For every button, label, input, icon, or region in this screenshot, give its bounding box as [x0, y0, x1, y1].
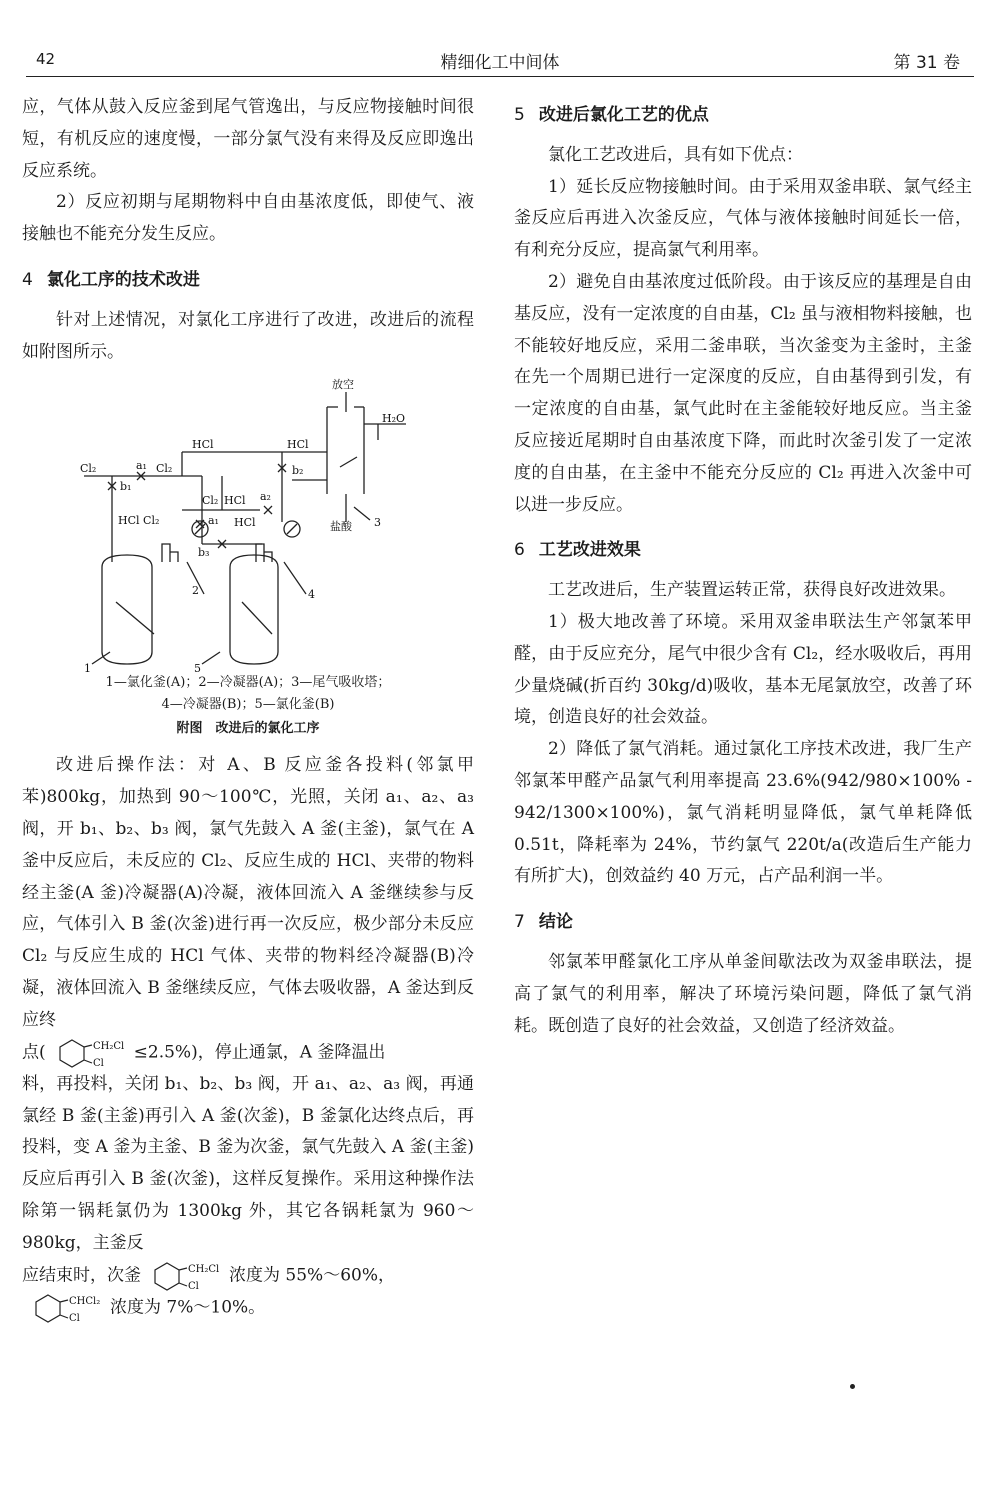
- label-valve-a1: a₁: [208, 514, 219, 528]
- svg-text:Cl: Cl: [92, 1057, 104, 1069]
- benzal-chloride-structure: [26, 1292, 106, 1324]
- reactor-b: [202, 555, 278, 664]
- process-diagram: [22, 372, 474, 672]
- label-cl2: Cl₂: [156, 462, 173, 476]
- label-hydrochloric-acid: 盐酸: [330, 520, 352, 534]
- header-rule: [26, 76, 974, 77]
- page-number: 42: [36, 50, 56, 68]
- label-h2o: H₂O: [382, 412, 406, 426]
- label-cl2: Cl₂: [202, 494, 219, 508]
- paragraph: 工艺改进后，生产装置运转正常，获得良好改进效果。: [548, 580, 956, 601]
- label-number-3: 3: [374, 516, 381, 530]
- label-valve-a1: a₁: [136, 459, 147, 473]
- label-hcl: HCl: [224, 494, 246, 508]
- section-heading-5: 5 改进后氯化工艺的优点: [514, 105, 709, 125]
- label-cl2-inlet: Cl₂: [80, 462, 97, 476]
- svg-text:CHCl₂: CHCl₂: [69, 1295, 101, 1307]
- paragraph: 料，再投料，关闭 b₁、b₂、b₃ 阀，开 a₁、a₂、a₃ 阀，再通氯经 B 釜(主釜)再引入 A 釜(次釜)，B 釜氯化达终点后，再投料，变 A 釜为主釜、B 釜为次釜，氯气先鼓入 A 釜(主釜)反应后再引入 B 釜(次釜)，这样反复操作。采用这种操作法除第一锅耗氯仍为 1300kg 外，其它各锅耗氯为 960～980kg，主釜反: [22, 1073, 474, 1253]
- section-heading-6: 6 工艺改进效果: [514, 540, 641, 561]
- paragraph: 氯化工艺改进后，具有如下优点：: [548, 144, 803, 165]
- paragraph-with-structure: 点( CH₂Cl Cl ≤2.5%)，停止通氯，A 釜降温出: [22, 1037, 474, 1069]
- label-number-5: 5: [194, 662, 201, 673]
- svg-text:CH₂Cl: CH₂Cl: [188, 1263, 220, 1275]
- paragraph: 1）延长反应物接触时间。由于采用双釜串联、氯气经主釜反应后再进入次釜反应，气体与液体接触时间延长一倍，有利充分反应，提高氯气利用率。: [514, 176, 972, 261]
- paragraph-with-structure: CHCl₂ Cl 浓度为 7%～10%。: [22, 1292, 474, 1324]
- svg-text:Cl: Cl: [69, 1312, 80, 1324]
- paragraph: 邻氯苯甲醛氯化工序从单釜间歇法改为双釜串联法，提高了氯气的利用率，解决了环境污染问题，降低了氯气消耗。既创造了良好的社会效益，又创造了经济效益。: [514, 951, 972, 1036]
- label-number-1: 1: [84, 662, 91, 673]
- paragraph: 针对上述情况，对氯化工序进行了改进，改进后的流程如附图所示。: [22, 309, 474, 362]
- label-hcl: HCl: [234, 516, 256, 530]
- paragraph-with-structure: 应结束时，次釜 CH₂Cl Cl 浓度为 55%～60%，: [22, 1260, 474, 1292]
- reactor-a: [92, 555, 154, 664]
- label-valve-a2: a₂: [260, 490, 271, 504]
- label-valve-b1: b₁: [120, 480, 132, 494]
- page-header: [0, 0, 1000, 78]
- condenser-b: [256, 521, 306, 594]
- right-column: [514, 92, 972, 1042]
- label-valve-b2: b₂: [292, 464, 304, 478]
- benzyl-chloride-structure: [145, 1260, 225, 1292]
- figure-legend: 1—氯化釜(A)；2—冷凝器(A)；3—尾气吸收塔；: [105, 675, 391, 691]
- process-flow-figure: [22, 372, 474, 750]
- label-hcl: HCl: [287, 438, 309, 452]
- label-vent: 放空: [332, 378, 354, 392]
- svg-text:Cl: Cl: [188, 1280, 199, 1292]
- paragraph: 改进后操作法：对 A、B 反应釜各投料(邻氯甲苯)800kg，加热到 90～100℃，光照，关闭 a₁、a₂、a₃ 阀，开 b₁、b₂、b₃ 阀，氯气先鼓入 A 釜(主釜)，氯气在 A 釜中反应后，未反应的 Cl₂、反应生成的 HCl、夹带的物料经主釜(A 釜)冷凝器(A)冷凝，液体回流入 A 釜继续参与反应，气体引入 B 釜(次釜)进行再一次反应，极少部分未反应 Cl₂ 与反应生成的 HCl 气体、夹带的物料经冷凝器(B)冷凝，液体回流入 B 釜继续反应，气体去吸收器，A 釜达到反应终: [22, 755, 474, 1030]
- print-dot: [850, 1384, 855, 1389]
- paragraph: 应，气体从鼓入反应釜到尾气管逸出，与反应物接触时间很短，有机反应的速度慢，一部分氯气没有来得及反应即逸出反应系统。: [22, 97, 474, 181]
- paragraph: 2）反应初期与尾期物料中自由基浓度低，即使气、液接触也不能充分发生反应。: [22, 192, 474, 245]
- label-hcl-cl2: HCl Cl₂: [118, 514, 160, 528]
- label-number-2: 2: [192, 584, 199, 598]
- label-hcl: HCl: [192, 438, 214, 452]
- paragraph: 2）降低了氯气消耗。通过氯化工序技术改进，我厂生产邻氯苯甲醛产品氯气利用率提高 23.6%(942/980×100% - 942/1300×100%)，氯气消耗明显降低，氯气单耗降低 0.51t，降耗率为 24%，节约氯气 220t/a(改造后生产能力有所扩大)，创效益约 40 万元，占产品利润一半。: [514, 739, 972, 887]
- benzyl-chloride-structure: [50, 1037, 130, 1069]
- paragraph: 1）极大地改善了环境。采用双釜串联法生产邻氯苯甲醛，由于反应充分，尾气中很少含有 Cl₂，经水吸收后，再用少量烧碱(折百约 30kg/d)吸收，基本无尾氯放空，改善了环境，创造良好的社会效益。: [514, 611, 972, 728]
- figure-legend: 4—冷凝器(B)；5—氯化釜(B): [161, 697, 335, 713]
- paragraph: 2）避免自由基浓度过低阶段。由于该反应的基理是自由基反应，没有一定浓度的自由基，Cl₂ 虽与液相物料接触，也不能较好地反应，采用二釜串联，当次釜变为主釜时，主釜在先一个周期已进行一定深度的反应，自由基得到引发，有一定浓度的自由基，氯气此时在主釜能较好地反应。当主釜反应接近尾期时自由基浓度下降，而此时次釜引发了一定浓度的自由基，在主釜中不能充分反应的 Cl₂ 再进入次釜中可以进一步反应。: [514, 271, 972, 515]
- journal-title: 精细化工中间体: [440, 53, 560, 73]
- section-heading-7: 7 结论: [514, 912, 573, 933]
- left-column: [22, 92, 474, 1324]
- volume-label: 第 31 卷: [893, 53, 960, 73]
- label-number-4: 4: [308, 588, 315, 602]
- label-valve-b3: b₃: [198, 546, 210, 560]
- figure-caption: 附图 改进后的氯化工序: [176, 721, 320, 737]
- svg-text:CH₂Cl: CH₂Cl: [92, 1040, 124, 1052]
- section-heading-4: 4 氯化工序的技术改进: [22, 269, 200, 290]
